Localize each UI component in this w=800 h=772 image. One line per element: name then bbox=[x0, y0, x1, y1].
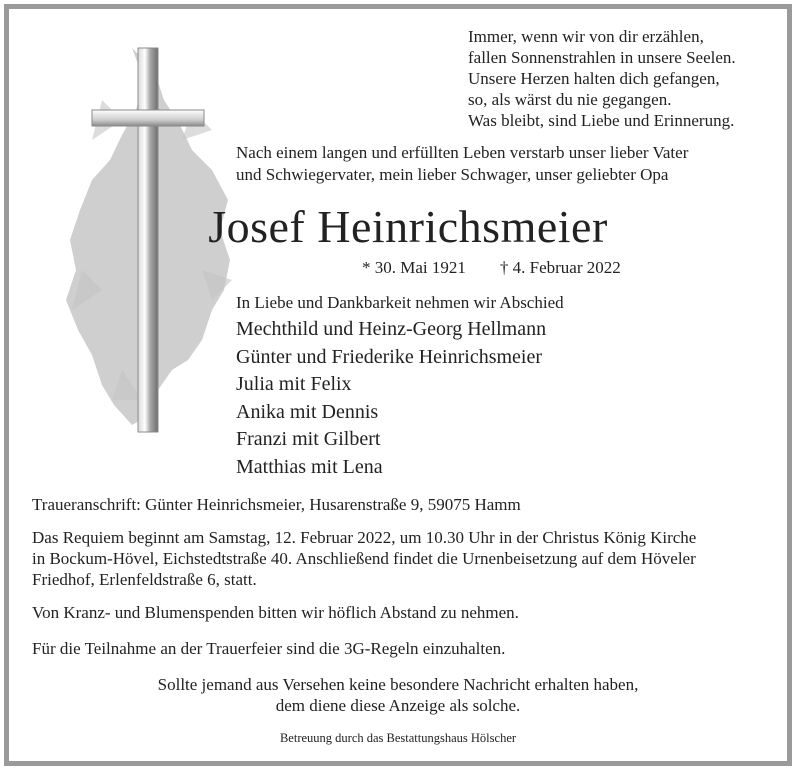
intro-line: Nach einem langen und erfüllten Leben verstarb unser lieber Vater bbox=[236, 143, 689, 162]
requiem-line: Das Requiem beginnt am Samstag, 12. Februar 2022, um 10.30 Uhr in der Christus König Kirche bbox=[32, 528, 697, 547]
mourner: Anika mit Dennis bbox=[236, 400, 379, 423]
birth-date: * 30. Mai 1921 bbox=[362, 258, 466, 277]
poem bbox=[468, 26, 736, 131]
requiem-line: Friedhof, Erlenfeldstraße 6, statt. bbox=[32, 570, 257, 589]
mourners-list bbox=[236, 316, 546, 481]
mourner: Julia mit Felix bbox=[236, 373, 352, 395]
intro-line: und Schwiegervater, mein lieber Schwager, unser geliebter Opa bbox=[236, 165, 669, 184]
mourner: Matthias mit Lena bbox=[236, 455, 383, 478]
intro-text bbox=[236, 142, 688, 186]
undertaker-credit: Betreuung durch das Bestattungshaus Hölscher bbox=[279, 731, 517, 745]
life-dates bbox=[362, 258, 621, 278]
farewell-text: In Liebe und Dankbarkeit nehmen wir Abschied bbox=[236, 293, 564, 312]
requiem-line: in Bockum-Hövel, Eichstedtstraße 40. Anschließend findet die Urnenbeisetzung auf dem Höveler bbox=[32, 549, 696, 568]
notice-line: dem diene diese Anzeige als solche. bbox=[275, 696, 521, 715]
requiem-text bbox=[32, 527, 696, 590]
covid-rules-note: Für die Teilnahme an der Trauerfeier sind die 3G-Regeln einzuhalten. bbox=[32, 639, 506, 658]
mourner: Günter und Friederike Heinrichsmeier bbox=[236, 345, 543, 368]
flowers-note: Von Kranz- und Blumenspenden bitten wir höflich Abstand zu nehmen. bbox=[32, 603, 519, 622]
poem-line: Immer, wenn wir von dir erzählen, bbox=[468, 27, 704, 46]
poem-line: so, als wärst du nie gegangen. bbox=[468, 90, 672, 109]
notice-line: Sollte jemand aus Versehen keine besondere Nachricht erhalten haben, bbox=[157, 675, 639, 694]
death-date: † 4. Februar 2022 bbox=[499, 258, 621, 277]
mourning-address: Traueranschrift: Günter Heinrichsmeier, Husarenstraße 9, 59075 Hamm bbox=[32, 495, 521, 514]
poem-line: Unsere Herzen halten dich gefangen, bbox=[468, 69, 720, 88]
mourner: Mechthild und Heinz-Georg Hellmann bbox=[236, 318, 547, 340]
deceased-name: Josef Heinrichsmeier bbox=[208, 201, 608, 252]
mourner: Franzi mit Gilbert bbox=[236, 428, 381, 450]
poem-line: fallen Sonnenstrahlen in unsere Seelen. bbox=[468, 48, 736, 67]
poem-line: Was bleibt, sind Liebe und Erinnerung. bbox=[468, 111, 735, 130]
obituary-notice bbox=[12, 12, 784, 760]
notice-text bbox=[12, 674, 784, 716]
